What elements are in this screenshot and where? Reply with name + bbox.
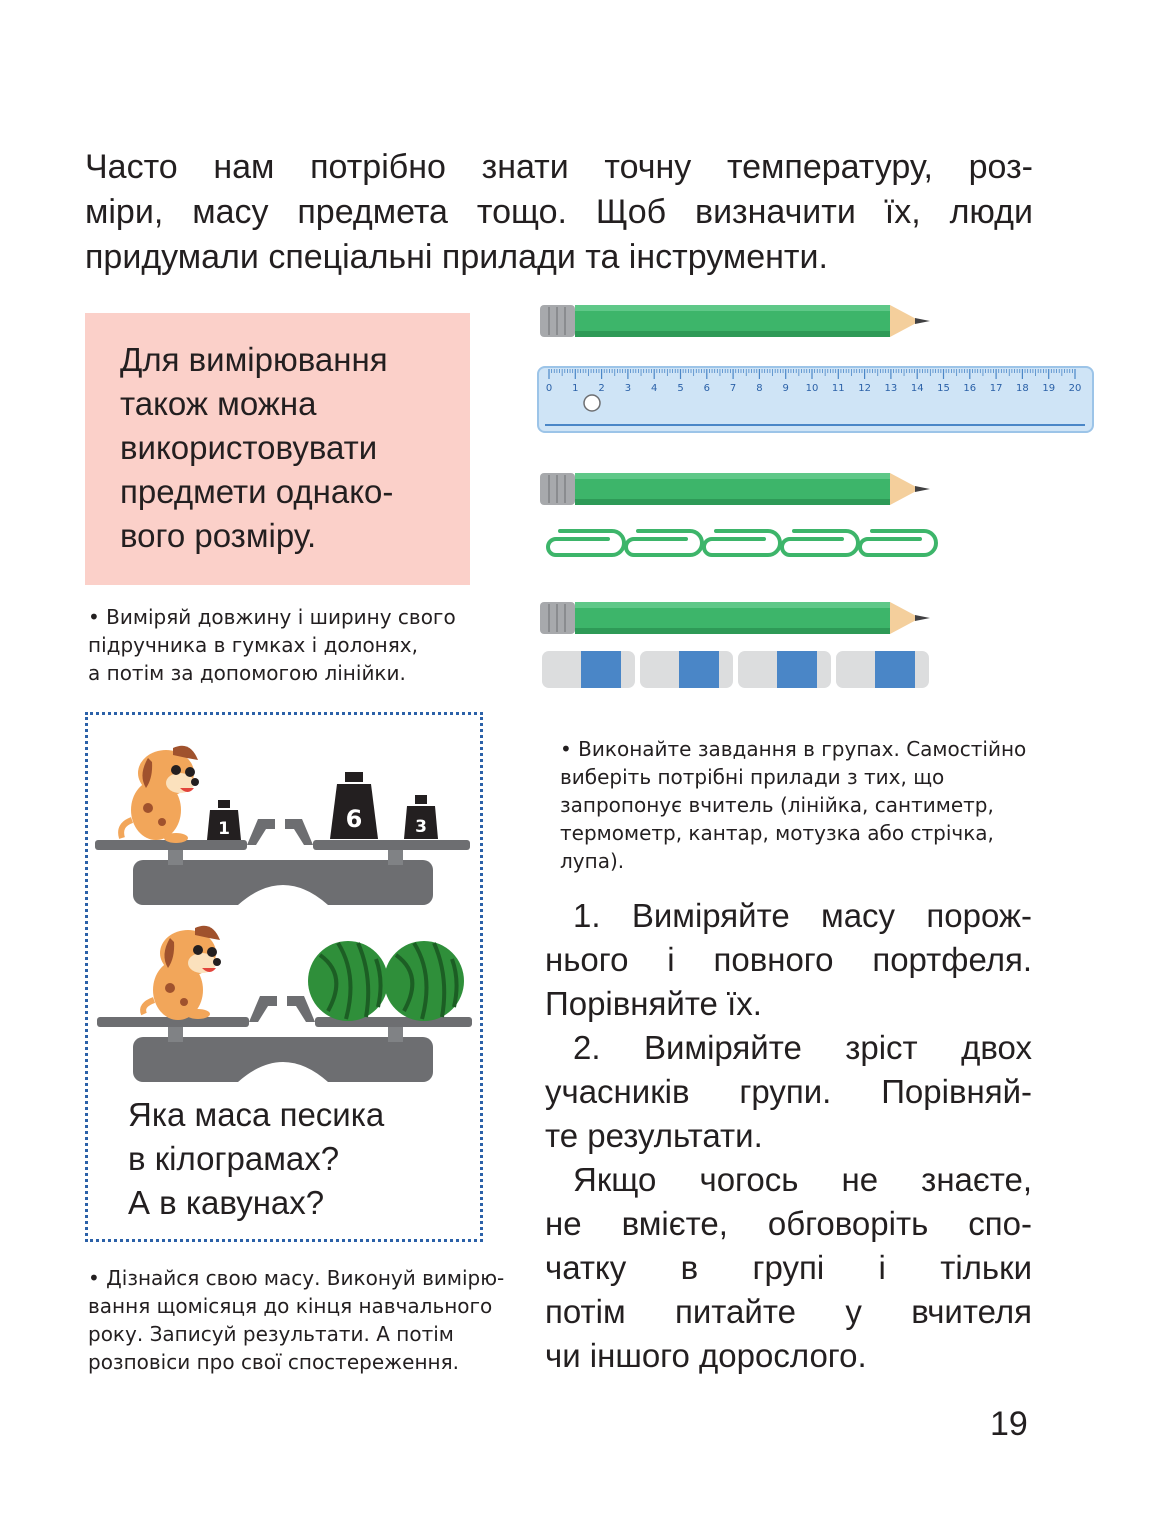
ruler-tick-label: 17 [989, 383, 1003, 394]
pencil-2 [540, 473, 930, 505]
info-box [85, 313, 470, 585]
measuring-illustration [535, 295, 1100, 695]
scale-question-line: А в кавунах? [128, 1184, 325, 1221]
ruler-tick-label: 9 [782, 383, 789, 394]
intro-line: придумали спеціальні прилади та інструменти. [85, 238, 828, 276]
group-task-line: Порівняйте їх. [545, 985, 762, 1022]
task-line: • Виконайте завдання в групах. Самостійно [560, 737, 1027, 761]
eraser-icon [738, 651, 831, 688]
task-line: а потім за допомогою лінійки. [88, 661, 406, 685]
page-number: 19 [990, 1405, 1028, 1443]
group-task-line: чатку в групі і тільки [545, 1249, 1032, 1286]
ruler-tick-label: 4 [651, 383, 658, 394]
ruler-tick-label: 13 [884, 383, 898, 394]
watermelon-icon [308, 941, 388, 1021]
task-line: лупа). [560, 849, 625, 873]
ruler [538, 367, 1093, 432]
ruler-tick-label: 15 [937, 383, 950, 394]
erasers [542, 651, 929, 688]
paper-clip-icon [782, 531, 858, 555]
ruler-tick-label: 12 [858, 383, 871, 394]
info-line: предмети однако- [120, 473, 394, 510]
task-line: розповіси про свої спостереження. [88, 1350, 459, 1374]
group-task-line: Якщо чогось не знаєте, [573, 1161, 1032, 1198]
paper-clip-icon [860, 531, 936, 555]
group-task-line: те результати. [545, 1117, 763, 1154]
weight-3-icon [404, 795, 438, 839]
ruler-tick-label: 10 [805, 383, 819, 394]
ruler-tick-label: 3 [624, 383, 632, 394]
scales-frame [85, 712, 483, 1242]
group-task-line: 2. Виміряйте зріст двох [573, 1029, 1032, 1066]
scales-illustration [88, 715, 480, 1095]
ruler-tick-label: 11 [831, 383, 845, 394]
group-task-line: нього і повного портфеля. [545, 941, 1032, 978]
watermelon-icon [384, 941, 464, 1021]
info-line: вого розміру. [120, 517, 317, 554]
task-line: підручника в гумках і долонях, [88, 633, 418, 657]
weight-label: 1 [218, 819, 230, 839]
paper-clips [548, 531, 936, 555]
eraser-icon [640, 651, 733, 688]
ruler-tick-label: 8 [756, 383, 763, 394]
group-task-line: 1. Виміряйте масу порож- [573, 897, 1032, 934]
scale-question-line: Яка маса песика [128, 1096, 385, 1133]
weight-1-icon [207, 800, 241, 840]
scale-top [95, 746, 470, 905]
ruler-tick-label: 6 [703, 383, 710, 394]
eraser-icon [542, 651, 635, 688]
eraser-icon [836, 651, 929, 688]
task-line: року. Записуй результати. А потім [88, 1322, 454, 1346]
task-line: запропонує вчитель (лінійка, сантиметр, [560, 793, 994, 817]
dog-icon [121, 746, 199, 843]
intro-line: Часто нам потрібно знати точну температуру, роз- [85, 148, 1033, 186]
info-line: також можна [120, 385, 317, 422]
ruler-tick-label: 2 [598, 383, 605, 394]
task-line: виберіть потрібні прилади з тих, що [560, 765, 945, 789]
paper-clip-icon [704, 531, 780, 555]
paper-clip-icon [548, 531, 624, 555]
group-task-line: чи іншого дорослого. [545, 1337, 867, 1374]
task-line: • Дізнайся свою масу. Виконуй вимірю- [88, 1266, 505, 1290]
ruler-tick-label: 18 [1016, 383, 1029, 394]
task-line: термометр, кантар, мотузка або стрічка, [560, 821, 994, 845]
weight-label: 6 [345, 805, 363, 833]
scale-question-line: в кілограмах? [128, 1140, 340, 1177]
task-line: • Виміряй довжину і ширину свого [88, 605, 456, 629]
pencil-1 [540, 305, 930, 337]
weight-6-icon [330, 772, 378, 839]
info-line: використовувати [120, 429, 378, 466]
task-line: вання щомісяця до кінця навчального [88, 1294, 493, 1318]
group-task-line: потім питайте у вчителя [545, 1293, 1032, 1330]
group-task-line: не вмієте, обговоріть спо- [545, 1205, 1032, 1242]
dog-icon [143, 926, 221, 1020]
ruler-tick-label: 0 [545, 383, 553, 394]
ruler-tick-label: 14 [910, 383, 924, 394]
ruler-tick-label: 16 [963, 383, 977, 394]
ruler-tick-label: 5 [677, 383, 684, 394]
ruler-tick-label: 1 [572, 383, 579, 394]
ruler-tick-label: 19 [1042, 383, 1056, 394]
intro-line: міри, масу предмета тощо. Щоб визначити їх, люди [85, 193, 1033, 231]
ruler-tick-label: 7 [729, 383, 737, 394]
group-task-line: учасників групи. Порівняй- [545, 1073, 1032, 1110]
ruler-tick-label: 20 [1068, 383, 1082, 394]
weight-label: 3 [415, 817, 427, 837]
info-line: Для вимірювання [120, 341, 388, 378]
paper-clip-icon [626, 531, 702, 555]
pencil-3 [540, 602, 930, 634]
scale-bottom [97, 926, 472, 1082]
